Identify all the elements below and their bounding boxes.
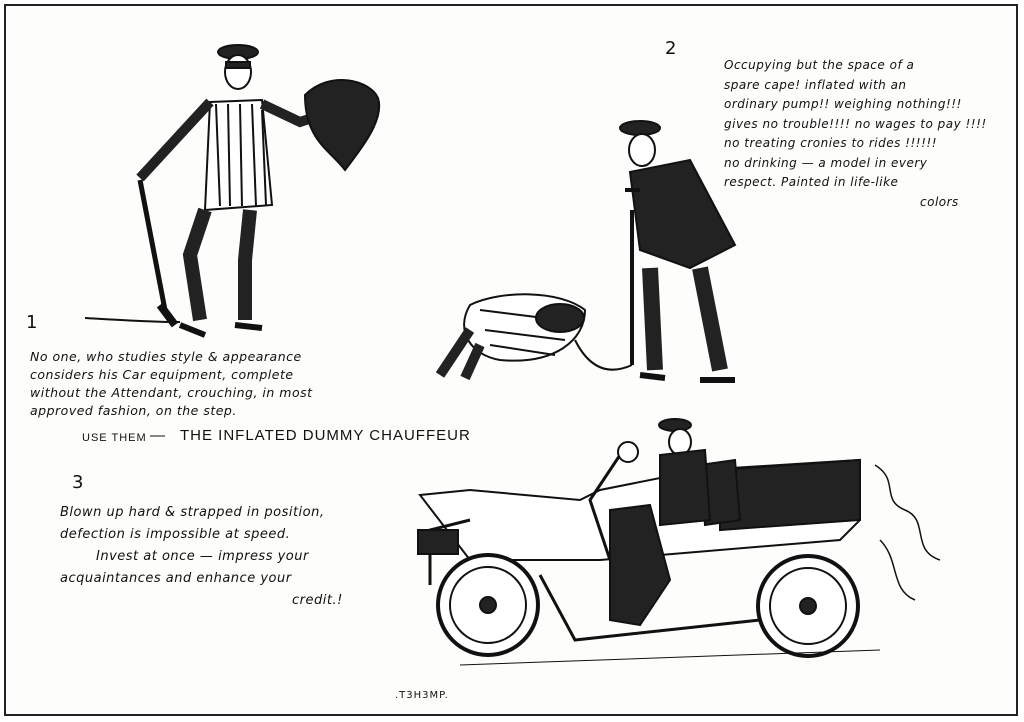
figure-car-with-dummy xyxy=(418,419,940,665)
panel-2-line: spare cape! inflated with an xyxy=(724,77,907,92)
panel-2-line: no drinking — a model in every xyxy=(724,155,928,170)
panel-2-line: ordinary pump!! weighing nothing!!! xyxy=(724,97,962,111)
panel-1-caption xyxy=(30,348,313,420)
panel-1-line: No one, who studies style & appearance xyxy=(30,349,302,364)
panel-3-caption xyxy=(60,502,343,612)
panel-1-line: without the Attendant, crouching, in most xyxy=(30,385,313,400)
panel-3-line: credit.! xyxy=(292,593,343,608)
panel-3-line: Blown up hard & strapped in position, xyxy=(60,505,325,520)
panel-3-line: acquaintances and enhance your xyxy=(60,571,292,586)
artist-signature: .T3H3MP. xyxy=(395,690,449,701)
panel-2-caption xyxy=(724,56,987,212)
panel-2-line: respect. Painted in life-like xyxy=(724,175,899,189)
panel-2-line: gives no trouble!!!! no wages to pay !!!! xyxy=(724,116,987,131)
panel-1-number: 1 xyxy=(26,312,38,333)
panel-1-line: considers his Car equipment, complete xyxy=(30,367,294,382)
panel-3-line: Invest at once — impress your xyxy=(96,549,309,564)
panel-2-line: no treating cronies to rides !!!!!! xyxy=(724,136,938,150)
headline-title: THE INFLATED DUMMY CHAUFFEUR xyxy=(180,427,471,444)
panel-2-line: Occupying but the space of a xyxy=(724,58,915,72)
panel-1-line: approved fashion, on the step. xyxy=(30,403,237,418)
panel-2-line: colors xyxy=(920,194,959,209)
headline-dash: — xyxy=(150,427,166,444)
panel-2-number: 2 xyxy=(665,38,677,59)
figure-chauffeur-pumping-dummy xyxy=(440,121,735,380)
panel-3-line: defection is impossible at speed. xyxy=(60,527,291,542)
headline-prefix: USE THEM xyxy=(82,432,147,444)
figure-chauffeur-holding-dummy xyxy=(85,45,379,335)
panel-3-number: 3 xyxy=(72,472,84,493)
